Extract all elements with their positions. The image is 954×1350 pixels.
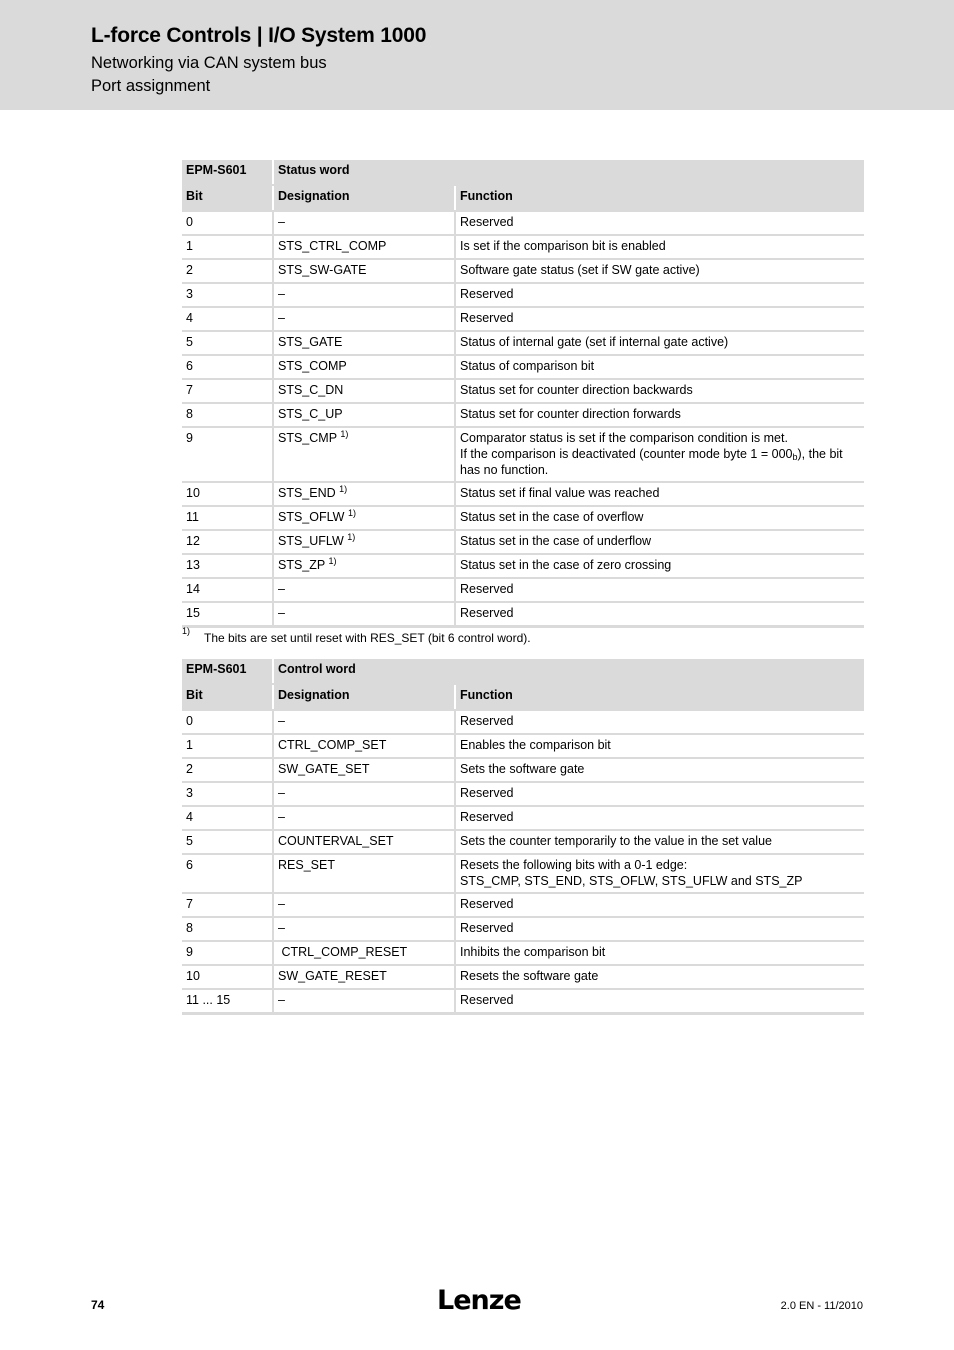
function-cell: Reserved bbox=[455, 989, 864, 1014]
table-row bbox=[182, 893, 864, 917]
table-row bbox=[182, 854, 864, 893]
table-row bbox=[182, 482, 864, 506]
table-row bbox=[182, 355, 864, 379]
table-row bbox=[182, 989, 864, 1014]
designation-cell: STS_SW-GATE bbox=[273, 259, 455, 283]
designation-cell: COUNTERVAL_SET bbox=[273, 830, 455, 854]
table-row bbox=[182, 283, 864, 307]
function-cell: Resets the software gate bbox=[455, 965, 864, 989]
function-cell: Reserved bbox=[455, 893, 864, 917]
footnote-ref: 1) bbox=[347, 508, 356, 518]
bit-cell: 14 bbox=[182, 578, 273, 602]
function-cell: Status set in the case of underflow bbox=[455, 530, 864, 554]
designation-cell: STS_OFLW $^{1)}$ bbox=[273, 506, 455, 530]
table-row bbox=[182, 530, 864, 554]
bit-cell: 11 bbox=[182, 506, 273, 530]
designation-cell: – bbox=[273, 782, 455, 806]
designation-cell: – bbox=[273, 578, 455, 602]
designation-cell: – bbox=[273, 989, 455, 1014]
bit-cell: 10 bbox=[182, 482, 273, 506]
table-row bbox=[182, 307, 864, 331]
bit-cell: 12 bbox=[182, 530, 273, 554]
designation-cell: STS_C_UP bbox=[273, 403, 455, 427]
function-cell: Sets the software gate bbox=[455, 758, 864, 782]
function-cell: Status set in the case of zero crossing bbox=[455, 554, 864, 578]
designation-cell: – bbox=[273, 602, 455, 627]
column-header-bit: Bit bbox=[182, 185, 273, 211]
bit-cell: 9 bbox=[182, 941, 273, 965]
function-cell: Reserved bbox=[455, 283, 864, 307]
function-cell: Inhibits the comparison bit bbox=[455, 941, 864, 965]
function-cell: Reserved bbox=[455, 578, 864, 602]
section-title: Port assignment bbox=[91, 77, 211, 95]
table-row bbox=[182, 403, 864, 427]
bit-cell: 4 bbox=[182, 307, 273, 331]
function-cell: Status set in the case of overflow bbox=[455, 506, 864, 530]
column-header-function: Function bbox=[455, 684, 864, 710]
document-version: 2.0 EN - 11/2010 bbox=[780, 1300, 863, 1312]
bit-cell: 4 bbox=[182, 806, 273, 830]
page-header bbox=[0, 0, 954, 110]
column-header-designation: Designation bbox=[273, 185, 455, 211]
bit-cell: 5 bbox=[182, 331, 273, 355]
designation-cell: STS_CTRL_COMP bbox=[273, 235, 455, 259]
function-cell: Status of internal gate (set if internal gate active) bbox=[455, 331, 864, 355]
function-cell: Reserved bbox=[455, 307, 864, 331]
function-cell bbox=[455, 427, 864, 482]
bit-cell: 0 bbox=[182, 211, 273, 235]
footnote-ref: 1) bbox=[347, 532, 356, 542]
footnote-ref: 1) bbox=[339, 484, 348, 494]
bit-cell: 11 ... 15 bbox=[182, 989, 273, 1014]
table-row bbox=[182, 427, 864, 482]
document-title: L-force Controls | I/O System 1000 bbox=[91, 24, 427, 47]
table-header-row bbox=[182, 185, 864, 211]
function-cell: Enables the comparison bit bbox=[455, 734, 864, 758]
function-line-2: STS_CMP, STS_END, STS_OFLW, STS_UFLW and STS_ZP bbox=[460, 874, 803, 888]
function-line: Comparator status is set if the comparison condition is met. bbox=[460, 431, 788, 445]
designation-cell: CTRL_COMP_RESET bbox=[273, 941, 455, 965]
function-cell: Sets the counter temporarily to the value in the set value bbox=[455, 830, 864, 854]
table-row bbox=[182, 830, 864, 854]
table-row bbox=[182, 941, 864, 965]
table-row bbox=[182, 965, 864, 989]
control-word-table bbox=[182, 659, 864, 1015]
function-cell: Reserved bbox=[455, 917, 864, 941]
footnote-ref: 1) bbox=[328, 556, 337, 566]
bit-cell: 10 bbox=[182, 965, 273, 989]
table-row bbox=[182, 734, 864, 758]
designation-cell: STS_END $^{1)}$ bbox=[273, 482, 455, 506]
function-cell: Reserved bbox=[455, 782, 864, 806]
status-word-table bbox=[182, 160, 864, 628]
table-title-row bbox=[182, 659, 864, 684]
bit-cell: 7 bbox=[182, 893, 273, 917]
table-row bbox=[182, 235, 864, 259]
function-cell: Status of comparison bit bbox=[455, 355, 864, 379]
bit-cell: 5 bbox=[182, 830, 273, 854]
table-row bbox=[182, 259, 864, 283]
column-header-function: Function bbox=[455, 185, 864, 211]
bit-cell: 1 bbox=[182, 734, 273, 758]
bit-cell: 0 bbox=[182, 710, 273, 734]
designation-cell: RES_SET bbox=[273, 854, 455, 893]
table-row bbox=[182, 806, 864, 830]
bit-cell: 6 bbox=[182, 854, 273, 893]
function-line-2: If the comparison is deactivated (counter mode byte $1 = 000_b$), the bit has no function. bbox=[460, 447, 843, 477]
bit-cell: 1 bbox=[182, 235, 273, 259]
table-row bbox=[182, 331, 864, 355]
table-row bbox=[182, 917, 864, 941]
designation-cell: SW_GATE_RESET bbox=[273, 965, 455, 989]
footnote-ref: 1) bbox=[340, 429, 349, 439]
table-caption: Control word bbox=[273, 659, 864, 684]
column-header-designation: Designation bbox=[273, 684, 455, 710]
footnote-text: The bits are set until reset with RES_SET (bit 6 control word). bbox=[204, 631, 531, 645]
bit-cell: 6 bbox=[182, 355, 273, 379]
designation-cell: SW_GATE_SET bbox=[273, 758, 455, 782]
table-row bbox=[182, 602, 864, 627]
bit-cell: 2 bbox=[182, 758, 273, 782]
table-row bbox=[182, 379, 864, 403]
function-line: Resets the following bits with a 0-1 edge: bbox=[460, 858, 688, 872]
designation-cell: – bbox=[273, 283, 455, 307]
designation-cell: STS_C_DN bbox=[273, 379, 455, 403]
bit-cell: 13 bbox=[182, 554, 273, 578]
table-row bbox=[182, 578, 864, 602]
function-cell bbox=[455, 854, 864, 893]
function-cell: Status set for counter direction forwards bbox=[455, 403, 864, 427]
module-label: EPM-S601 bbox=[182, 659, 273, 684]
bit-cell: 15 bbox=[182, 602, 273, 627]
designation-cell: – bbox=[273, 806, 455, 830]
bit-cell: 9 bbox=[182, 427, 273, 482]
designation-cell: STS_UFLW $^{1)}$ bbox=[273, 530, 455, 554]
designation-cell: – bbox=[273, 211, 455, 235]
page-number: 74 bbox=[91, 1298, 105, 1312]
designation-cell: – bbox=[273, 710, 455, 734]
function-cell: Software gate status (set if SW gate active) bbox=[455, 259, 864, 283]
table-title-row bbox=[182, 160, 864, 185]
function-cell: Reserved bbox=[455, 211, 864, 235]
designation-cell: – bbox=[273, 307, 455, 331]
function-cell: Is set if the comparison bit is enabled bbox=[455, 235, 864, 259]
table-caption: Status word bbox=[273, 160, 864, 185]
column-header-bit: Bit bbox=[182, 684, 273, 710]
lenze-logo: Lenze bbox=[437, 1285, 521, 1316]
table-row bbox=[182, 782, 864, 806]
designation-cell: STS_ZP $^{1)}$ bbox=[273, 554, 455, 578]
function-cell: Status set for counter direction backwards bbox=[455, 379, 864, 403]
designation-cell: – bbox=[273, 893, 455, 917]
function-cell: Status set if final value was reached bbox=[455, 482, 864, 506]
table-row bbox=[182, 211, 864, 235]
function-cell: Reserved bbox=[455, 710, 864, 734]
bit-cell: 8 bbox=[182, 403, 273, 427]
function-cell: Reserved bbox=[455, 602, 864, 627]
footnote-mark: 1) bbox=[182, 626, 191, 636]
designation-cell: CTRL_COMP_SET bbox=[273, 734, 455, 758]
bit-cell: 7 bbox=[182, 379, 273, 403]
designation-cell: STS_COMP bbox=[273, 355, 455, 379]
module-label: EPM-S601 bbox=[182, 160, 273, 185]
designation-cell: – bbox=[273, 917, 455, 941]
designation-cell: STS_GATE bbox=[273, 331, 455, 355]
table-row bbox=[182, 710, 864, 734]
bit-cell: 3 bbox=[182, 782, 273, 806]
table-row bbox=[182, 506, 864, 530]
designation-cell bbox=[273, 427, 455, 482]
bit-cell: 8 bbox=[182, 917, 273, 941]
table-row bbox=[182, 554, 864, 578]
chapter-title: Networking via CAN system bus bbox=[91, 54, 327, 72]
bit-cell: 2 bbox=[182, 259, 273, 283]
table-row bbox=[182, 758, 864, 782]
designation-text: STS_CMP bbox=[278, 431, 337, 445]
table-header-row bbox=[182, 684, 864, 710]
function-cell: Reserved bbox=[455, 806, 864, 830]
bit-cell: 3 bbox=[182, 283, 273, 307]
